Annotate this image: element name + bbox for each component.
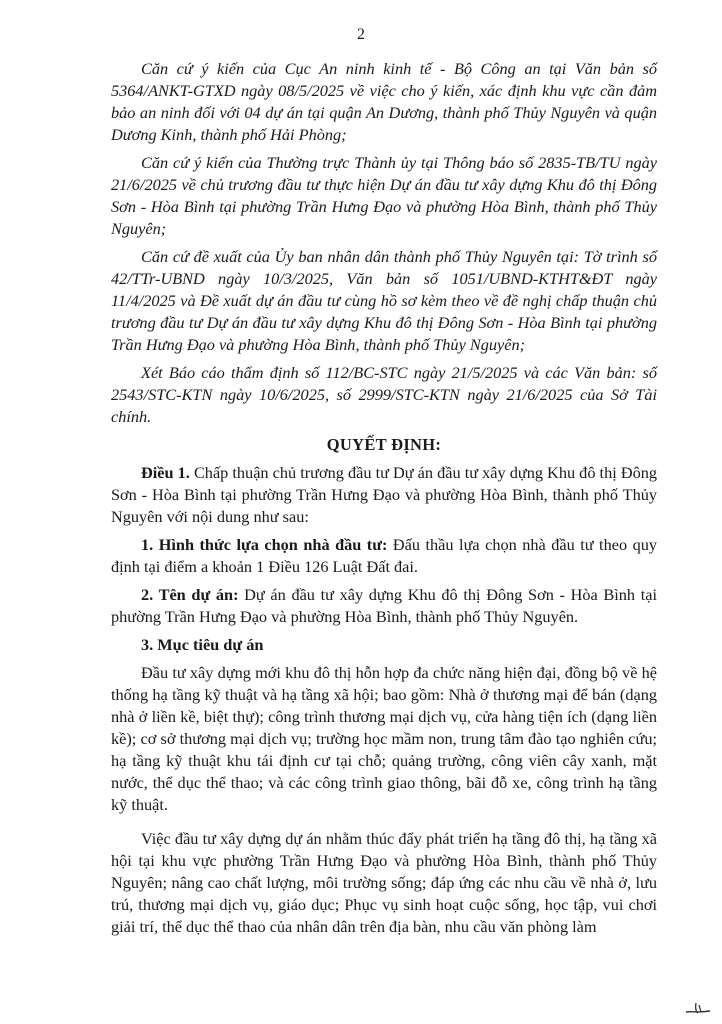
document-body [111,58,657,944]
item-2-project-name [111,584,657,628]
decision-heading: QUYẾT ĐỊNH: [326,435,442,454]
item-3-paragraph-1: Đầu tư xây dựng mới khu đô thị hỗn hợp đa chức năng hiện đại, đồng bộ về hệ thống hạ tầng kỹ thuật và hạ tầng xã hội; bao gồm: Nhà ở thương mại để bán (dạng nhà ở liền kề, biệt thự); công trình thương mại dịch vụ, cửa hàng tiện ích (dạng liền kề); cơ sở thương mại dịch vụ; trường học mầm non, trung tâm đào tạo nghiên cứu; hạ tầng kỹ thuật khu tái định cư tại chỗ; quảng trường, công viên cây xanh, mặt nước, thể dục thể thao; và các công trình giao thông, bãi đỗ xe, công trình hạ tầng kỹ thuật. [111,663,657,814]
page-number: 2 [357,26,365,43]
preamble-bao-cao-tham-dinh: Xét Báo cáo thẩm định số 112/BC-STC ngày 21/5/2025 và các Văn bản: số 2543/STC-KTN ngày 10/6/2025, số 2999/STC-KTN ngày 21/6/2025 của Sở Tài chính. [111,363,657,426]
article-1 [111,462,657,528]
preamble-cuc-an-ninh: Căn cứ ý kiến của Cục An ninh kinh tế - Bộ Công an tại Văn bản số 5364/ANKT-GTXD ngày 08/5/2025 về việc cho ý kiến, xác định khu vực cần đảm bảo an ninh đối với 04 dự án tại quận An Dương, thành phố Thủy Nguyên và quận Dương Kinh, thành phố Hải Phòng; [111,59,657,144]
preamble-ubnd-thuy-nguyen: Căn cứ đề xuất của Ủy ban nhân dân thành phố Thủy Nguyên tại: Tờ trình số 42/TTr-UBND ngày 10/3/2025, Văn bản số 1051/UBND-KTHT&ĐT ngày 11/4/2025 và Đề xuất dự án đầu tư cùng hồ sơ kèm theo về đề nghị chấp thuận chủ trương đầu tư Dự án đầu tư xây dựng Khu đô thị Đông Sơn - Hòa Bình tại phường Trần Hưng Đạo và phường Hòa Bình, thành phố Thủy Nguyên; [111,247,657,354]
initial-signature-mark [684,1000,712,1016]
preamble-thuong-truc-thanh-uy: Căn cứ ý kiến của Thường trực Thành ủy tại Thông báo số 2835-TB/TU ngày 21/6/2025 về chủ trương đầu tư thực hiện Dự án đầu tư xây dựng Khu đô thị Đông Sơn - Hòa Bình tại phường Trần Hưng Đạo và phường Hòa Bình, thành phố Thủy Nguyên; [111,153,657,238]
article-1-label: Điều 1. [141,463,190,482]
item-1-label: 1. Hình thức lựa chọn nhà đầu tư: [141,535,388,554]
item-3-paragraph-2: Việc đầu tư xây dựng dự án nhằm thúc đẩy phát triển hạ tầng đô thị, hạ tầng xã hội tại khu vực phường Trần Hưng Đạo và phường Hòa Bình, thành phố Thủy Nguyên; nâng cao chất lượng, môi trường sống; đáp ứng các nhu cầu về nhà ở, lưu trú, thương mại dịch vụ, giáo dục; Phục vụ sinh hoạt cuộc sống, học tập, vui chơi giải trí, thể dục thể thao của nhân dân trên địa bàn, nhu cầu văn phòng làm [111,829,657,936]
item-2-text: Dự án đầu tư xây dựng Khu đô thị Đông Sơn - Hòa Bình tại phường Trần Hưng Đạo và phường Hòa Bình, thành phố Thủy Nguyên. [111,585,657,626]
item-1-investor-selection [111,534,657,578]
article-1-text: Chấp thuận chủ trương đầu tư Dự án đầu tư xây dựng Khu đô thị Đông Sơn - Hòa Bình tại phường Trần Hưng Đạo và phường Hòa Bình, thành phố Thủy Nguyên với nội dung như sau: [111,463,657,526]
item-2-label: 2. Tên dự án: [141,585,239,604]
item-3-title: 3. Mục tiêu dự án [141,635,264,654]
item-1-text: Đấu thầu lựa chọn nhà đầu tư theo quy định tại điểm a khoản 1 Điều 126 Luật Đất đai. [111,535,658,576]
